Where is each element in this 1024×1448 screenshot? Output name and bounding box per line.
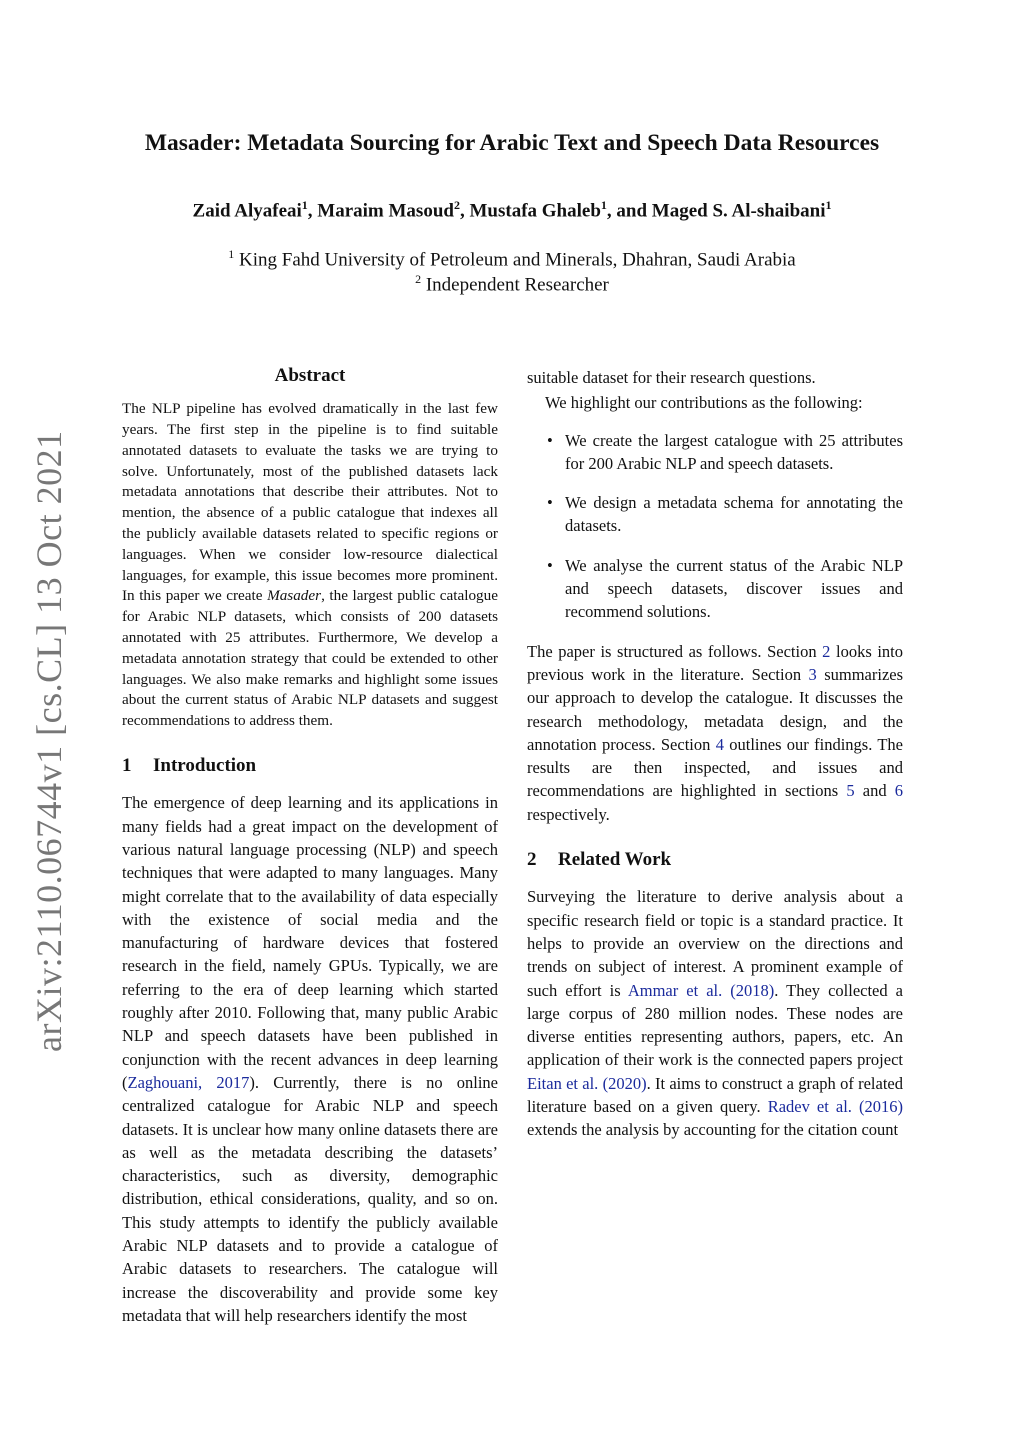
section-ref-link[interactable]: 2 bbox=[822, 641, 831, 661]
list-item bbox=[547, 554, 903, 624]
abstract-text-part: The NLP pipeline has evolved dramatically in the last few years. The first step in the pipeline is to find suitable annotated datasets to evaluate the tasks we are trying to solve. Unfortunately, most of the published datasets lack metadata annotations that describe their attributes. Not to mention, the absence of a public catalogue that indexes all the publicly available datasets related to specific regions or languages. When we consider low-resource dialectical languages, for example, this issue becomes more prominent. In this paper we create bbox=[122, 400, 498, 605]
structure-text: The paper is structured as follows. Section bbox=[527, 641, 823, 661]
citation-link[interactable]: Ammar et al. (2018) bbox=[627, 980, 775, 1000]
author-name: Zaid Alyafeai bbox=[192, 200, 302, 222]
affiliation-text: King Fahd University of Petroleum and Minerals, Dhahran, Saudi Arabia bbox=[239, 249, 796, 271]
abstract-italic-name: Masader bbox=[267, 587, 322, 605]
section-number: 2 bbox=[527, 849, 537, 871]
paper-title: Masader: Metadata Sourcing for Arabic Text and Speech Data Resources bbox=[144, 130, 880, 156]
citation-link[interactable]: Radev et al. (2016) bbox=[767, 1097, 903, 1117]
section-heading-introduction bbox=[122, 754, 498, 777]
abstract-text-part: , the largest public catalogue for Arabic NLP datasets, which consists of 200 datasets annotated with 25 attributes. Furthermore, We develop a metadata annotation strategy that could be extended to other languages. We also make remarks and highlight some issues about the current status of Arabic NLP datasets and suggest recommendations to address them. bbox=[122, 587, 498, 730]
related-text: . It aims to construct a graph of related literature based on a given query. bbox=[527, 1073, 903, 1117]
left-column bbox=[122, 364, 498, 1327]
author-name: Maraim Masoud bbox=[317, 200, 454, 222]
section-heading-related-work bbox=[527, 848, 903, 871]
list-item bbox=[547, 491, 903, 538]
affiliation-mark: 2 bbox=[415, 272, 422, 286]
contributions-intro: We highlight our contributions as the following: bbox=[545, 393, 863, 413]
affiliation-1 bbox=[0, 247, 1024, 271]
section-number: 1 bbox=[122, 755, 132, 777]
section-title: Introduction bbox=[153, 755, 257, 777]
bullet-icon: • bbox=[547, 493, 553, 513]
list-item-text: We create the largest catalogue with 25 attributes for 200 Arabic NLP and speech datasets. bbox=[565, 430, 903, 473]
structure-text: looks into previous work in the literature. Section bbox=[527, 641, 903, 684]
section-ref-link[interactable]: 3 bbox=[808, 664, 817, 684]
intro-paragraph bbox=[122, 791, 498, 1327]
related-text: extends the analysis by accounting for the citation count bbox=[527, 1120, 899, 1140]
arxiv-stamp: arXiv:2110.06744v1 [cs.CL] 13 Oct 2021 bbox=[29, 430, 69, 1052]
related-text: Surveying the literature to derive analysis about a specific research field or topic is a standard practice. It helps to provide an overview on the directions and trends on subject of interest. A prominent example of such effort is bbox=[527, 887, 903, 1000]
affiliation-text: Independent Researcher bbox=[425, 274, 609, 296]
citation-link[interactable]: Eitan et al. (2020) bbox=[527, 1073, 647, 1093]
author-affiliation-mark: 1 bbox=[600, 198, 607, 212]
author-separator: , bbox=[307, 200, 318, 222]
author-name: Maged S. Al-shaibani bbox=[651, 200, 826, 222]
author-affiliation-mark: 1 bbox=[301, 198, 308, 212]
affiliation-mark: 1 bbox=[228, 247, 235, 261]
structure-paragraph bbox=[527, 640, 903, 826]
related-work-paragraph bbox=[527, 885, 903, 1141]
intro-paragraph-continued: suitable dataset for their research questions. bbox=[527, 368, 816, 387]
abstract-heading: Abstract bbox=[274, 365, 346, 386]
section-ref-link[interactable]: 4 bbox=[715, 734, 724, 754]
contributions-list bbox=[527, 429, 903, 624]
author-name: Mustafa Ghaleb bbox=[469, 200, 601, 222]
section-ref-link[interactable]: 6 bbox=[894, 781, 904, 801]
list-item-text: We design a metadata schema for annotating the datasets. bbox=[565, 493, 903, 536]
bullet-icon: • bbox=[547, 555, 553, 575]
list-item bbox=[547, 429, 903, 476]
citation-link[interactable]: Zaghouani, 2017 bbox=[127, 1072, 250, 1092]
structure-text: outlines our findings. The results are then inspected, and issues and recommendations are highlighted in sections bbox=[527, 734, 903, 801]
structure-text: respectively. bbox=[527, 804, 610, 824]
section-title: Related Work bbox=[558, 849, 672, 871]
author-list bbox=[0, 198, 1024, 222]
author-affiliation-mark: 2 bbox=[453, 198, 460, 212]
bullet-icon: • bbox=[547, 430, 553, 450]
author-separator: , and bbox=[606, 200, 652, 222]
author-affiliation-mark: 1 bbox=[825, 198, 832, 212]
list-item-text: We analyse the current status of the Arabic NLP and speech datasets, discover issues and recommend solutions. bbox=[565, 555, 903, 622]
related-text: . They collected a large corpus of 280 million nodes. These nodes are diverse entities representing authors, papers, etc. An application of their work is the connected papers project bbox=[527, 980, 903, 1070]
author-separator: , bbox=[459, 200, 470, 222]
intro-text: ). Currently, there is no online centralized catalogue for Arabic NLP and speech datasets. It is unclear how many online datasets there are as well as the metadata describing the datasets’ characteristics, such as diversity, demographic distribution, ethical considerations, quality, and so on. This study attempts to identify the publicly available Arabic NLP datasets and to provide a catalogue of Arabic datasets to researchers. The catalogue will increase the discoverability and provide some key metadata that will help researchers identify the most bbox=[122, 1072, 498, 1325]
intro-text: The emergence of deep learning and its applications in many fields had a great impact on the development of various natural language processing (NLP) and speech techniques that were adapted to many languages. Many might correlate that to the availability of data especially with the existence of social media and the manufacturing of hardware devices that fostered research in the field, namely GPUs. Typically, we are referring to the era of deep learning which started roughly after 2010. Following that, many public Arabic NLP and speech datasets have been published in conjunction with the recent advances in deep learning ( bbox=[122, 793, 498, 1092]
section-ref-link[interactable]: 5 bbox=[846, 781, 855, 801]
right-column bbox=[527, 366, 903, 1142]
structure-text: and bbox=[854, 781, 895, 801]
affiliation-2 bbox=[0, 272, 1024, 296]
abstract-text bbox=[122, 399, 498, 732]
structure-text: summarizes our approach to develop the catalogue. It discusses the research methodology, metadata design, and the annotation process. Section bbox=[527, 664, 904, 754]
